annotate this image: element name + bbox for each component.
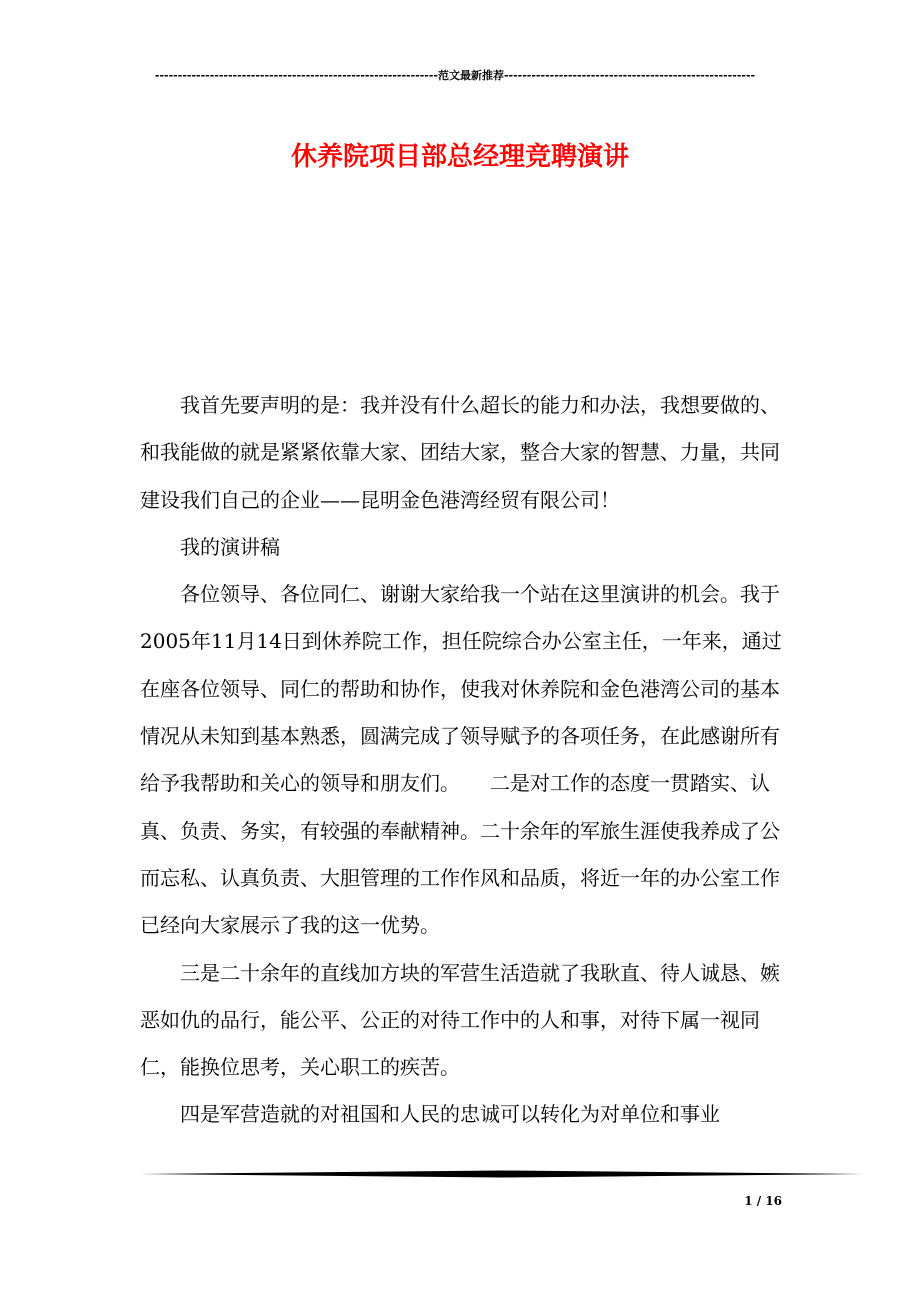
page-header: --------------------------------------------------------------范文最新推荐------------------------------------------------------- [154,69,756,82]
document-body [140,382,790,1139]
paragraph-speech-heading: 我的演讲稿 [180,534,280,559]
document-title: 休养院项目部总经理竞聘演讲 [290,142,629,173]
paragraph-declaration: 我首先要声明的是：我并没有什么超长的能力和办法，我想要做的、和我能做的就是紧紧依靠大家、团结大家，整合大家的智慧、力量，共同建设我们自己的企业——昆明金色港湾经贸有限公司！ [140,393,780,512]
paragraph-point-four: 四是军营造就的对祖国和人民的忠诚可以转化为对单位和事业 [180,1102,720,1127]
paragraph-point-three: 三是二十余年的直线加方块的军营生活造就了我耿直、待人诚恳、嫉恶如仇的品行，能公平、公正的对待工作中的人和事，对待下属一视同仁，能换位思考，关心职工的疾苦。 [140,960,780,1080]
footer-divider [140,1170,864,1178]
paragraph-greeting: 各位领导、各位同仁、谢谢大家给我一个站在这里演讲的机会。我于2005年11月14日到休养院工作，担任院综合办公室主任，一年来，通过在座各位领导、同仁的帮助和协作，使我对休养院和金色港湾公司的基本情况从未知到基本熟悉，圆满完成了领导赋予的各项任务，在此感谢所有给予我帮助和关心的领导和朋友们。 二是对工作的态度一贯踏实、认真、负责、务实，有较强的奉献精神。二十余年的军旅生涯使我养成了公而忘私、认真负责、大胆管理的工作作风和品质，将近一年的办公室工作已经向大家展示了我的这一优势。 [140,582,782,938]
page-number: 1 / 16 [744,1194,782,1208]
